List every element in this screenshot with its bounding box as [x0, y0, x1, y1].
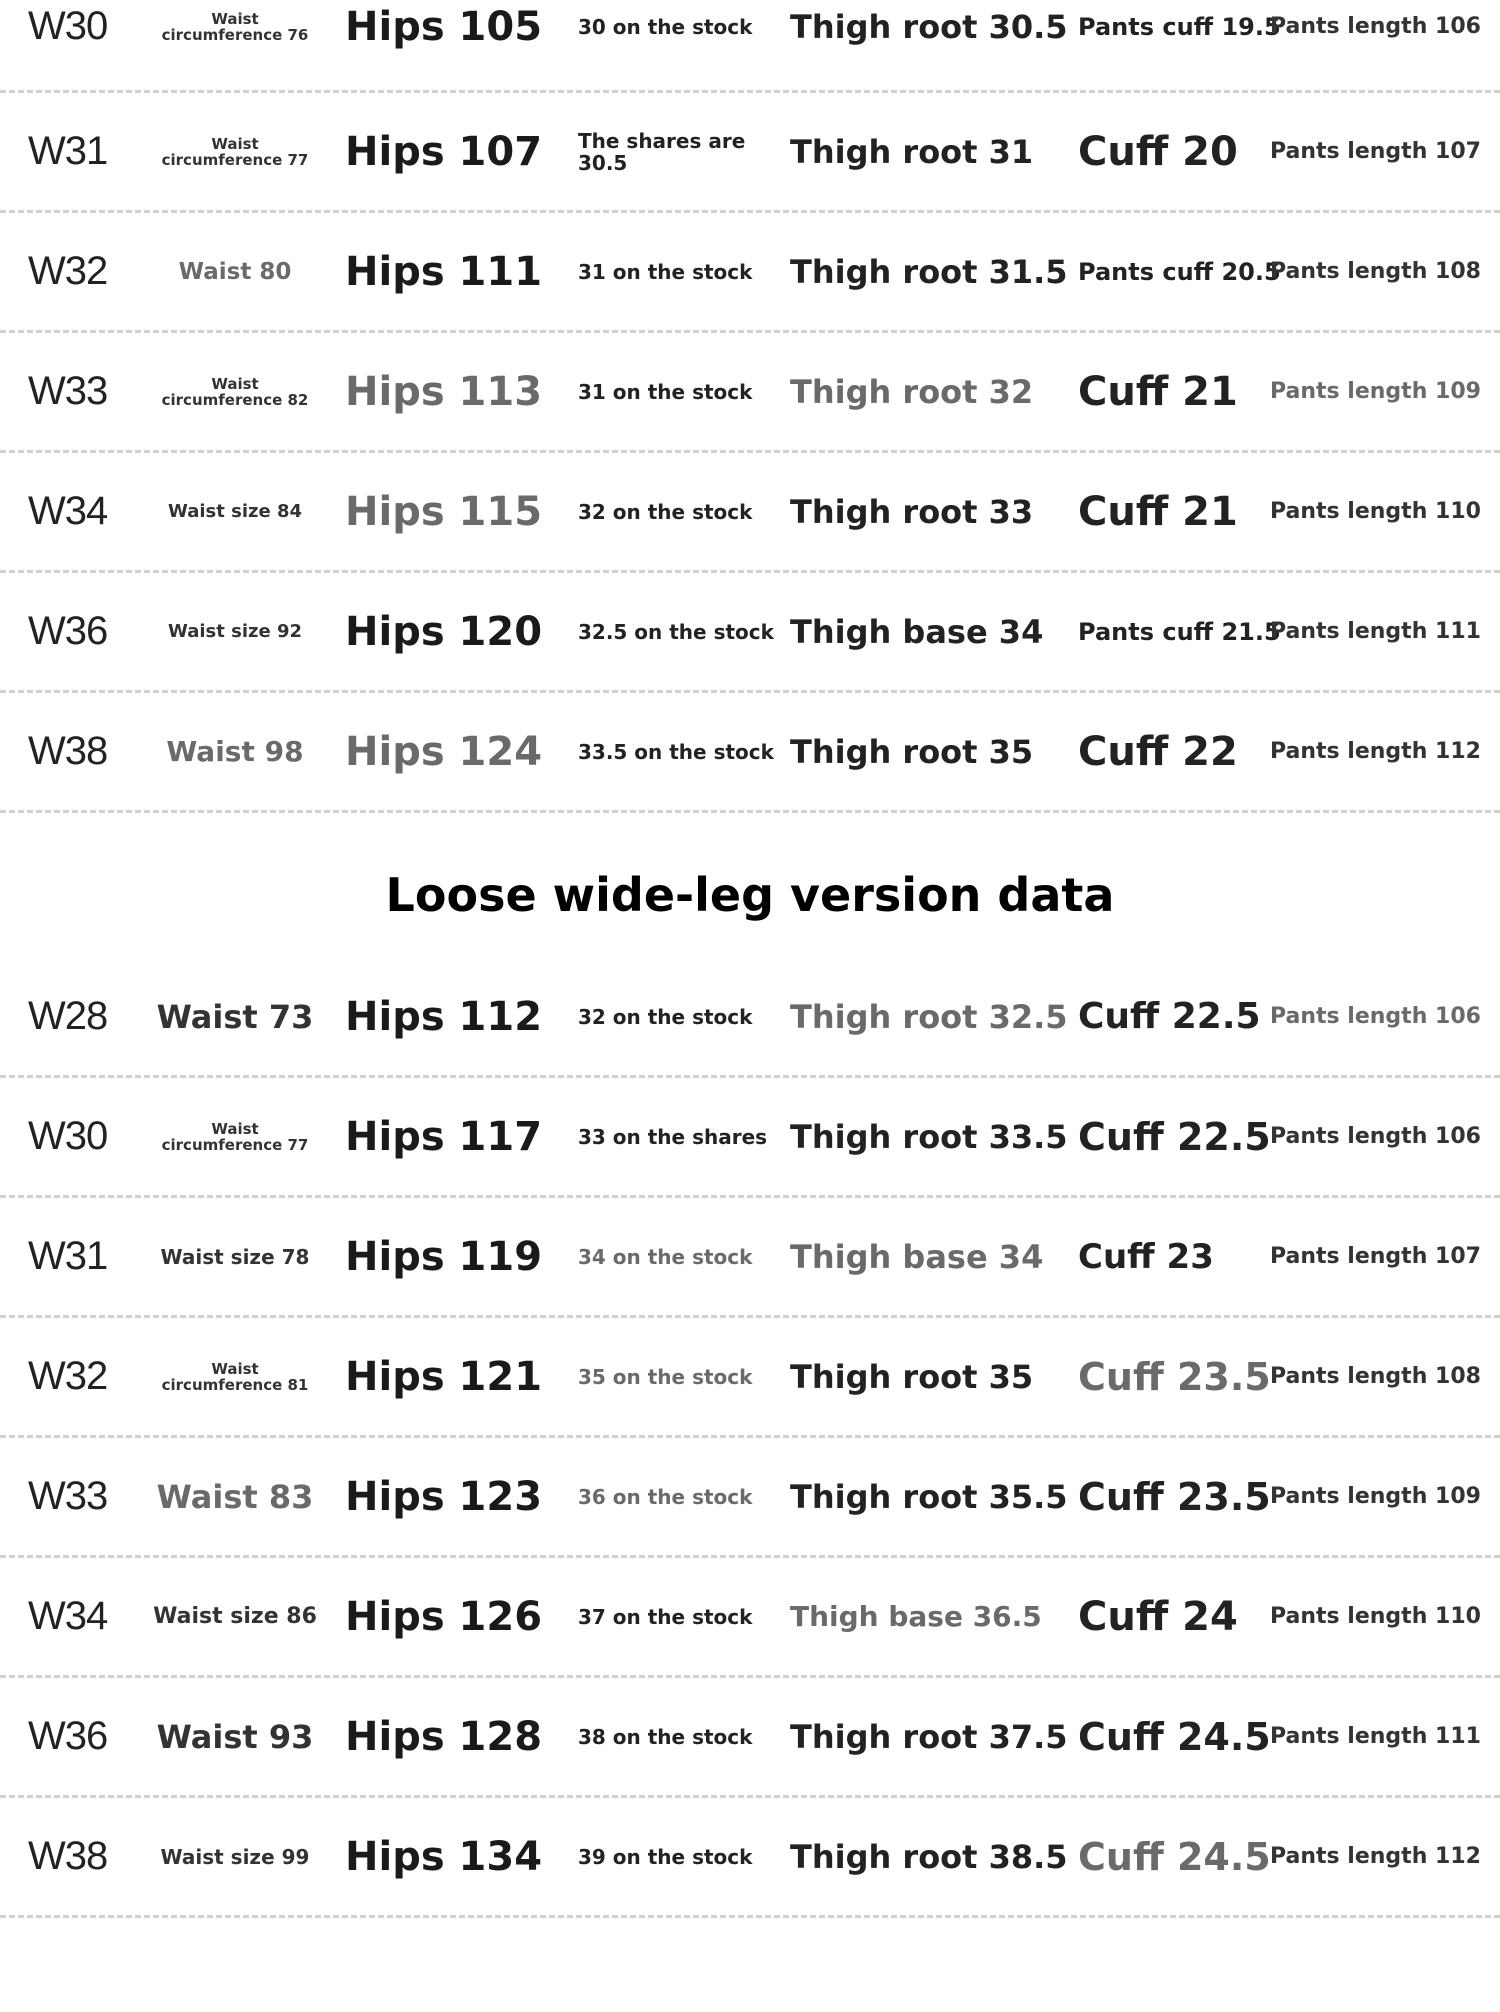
- waist-value: Waist circumference 76: [161, 9, 309, 44]
- hips-value: Hips 124: [345, 728, 543, 775]
- length-value: Pants length 108: [1270, 1364, 1481, 1389]
- size-label: W33: [28, 369, 108, 413]
- table-row: [0, 0, 1500, 93]
- size-label: W36: [28, 1714, 108, 1758]
- thigh-value: Thigh root 31: [790, 132, 1034, 171]
- stock-value: 32.5 on the stock: [578, 619, 774, 644]
- waist-value: Waist 93: [156, 1717, 314, 1756]
- waist-value: Waist 98: [166, 735, 304, 768]
- table-row: [0, 1318, 1500, 1438]
- cuff-value: Cuff 21: [1078, 368, 1238, 415]
- length-value: Pants length 111: [1270, 619, 1481, 644]
- stock-value: 30 on the stock: [578, 14, 753, 39]
- size-label: W31: [28, 129, 108, 173]
- size-table-regular: [0, 0, 1500, 813]
- table-row: [0, 1678, 1500, 1798]
- length-value: Pants length 107: [1270, 139, 1481, 164]
- thigh-value: Thigh root 33: [790, 492, 1034, 531]
- size-label: W33: [28, 1474, 108, 1518]
- stock-value: 33 on the shares: [578, 1124, 768, 1149]
- section-title: Loose wide-leg version data: [385, 868, 1115, 922]
- waist-value: Waist circumference 77: [161, 134, 309, 169]
- size-label: W32: [28, 1354, 108, 1398]
- hips-value: Hips 120: [345, 608, 543, 655]
- length-value: Pants length 107: [1270, 1244, 1481, 1269]
- waist-value: Waist size 78: [160, 1244, 310, 1269]
- size-label: W38: [28, 1834, 108, 1878]
- waist-value: Waist circumference 82: [161, 374, 309, 409]
- waist-value: Waist circumference 77: [161, 1119, 309, 1154]
- size-label: W34: [28, 489, 108, 533]
- stock-value: 35 on the stock: [578, 1364, 753, 1389]
- length-value: Pants length 106: [1270, 1004, 1481, 1029]
- thigh-value: Thigh root 35: [790, 1357, 1034, 1396]
- size-label: W28: [28, 994, 108, 1038]
- table-row: [0, 573, 1500, 693]
- stock-value: 39 on the stock: [578, 1844, 753, 1869]
- table-row: [0, 693, 1500, 813]
- size-table-loose: [0, 958, 1500, 1918]
- hips-value: Hips 113: [345, 368, 543, 415]
- stock-value: 34 on the stock: [578, 1244, 753, 1269]
- table-row: [0, 1198, 1500, 1318]
- cuff-value: Cuff 22: [1078, 728, 1238, 775]
- cuff-value: Cuff 23.5: [1078, 1354, 1271, 1399]
- thigh-value: Thigh root 31.5: [790, 252, 1068, 291]
- size-label: W36: [28, 609, 108, 653]
- thigh-value: Thigh root 35: [790, 732, 1034, 771]
- size-label: W38: [28, 729, 108, 773]
- table-row: [0, 213, 1500, 333]
- waist-value: Waist size 99: [160, 1844, 310, 1869]
- size-label: W32: [28, 249, 108, 293]
- hips-value: Hips 115: [345, 488, 543, 535]
- thigh-value: Thigh root 35.5: [790, 1477, 1068, 1516]
- cuff-value: Cuff 22.5: [1078, 996, 1261, 1037]
- length-value: Pants length 111: [1270, 1724, 1481, 1749]
- stock-value: 38 on the stock: [578, 1724, 753, 1749]
- cuff-value: Pants cuff 19.5: [1078, 12, 1281, 41]
- hips-value: Hips 111: [345, 248, 543, 295]
- thigh-value: Thigh root 32: [790, 372, 1034, 411]
- stock-value: 36 on the stock: [578, 1484, 753, 1509]
- length-value: Pants length 112: [1270, 739, 1481, 764]
- table-row: [0, 1078, 1500, 1198]
- length-value: Pants length 106: [1270, 1124, 1481, 1149]
- stock-value: The shares are 30.5: [578, 128, 746, 175]
- waist-value: Waist size 84: [168, 501, 302, 522]
- length-value: Pants length 109: [1270, 379, 1481, 404]
- stock-value: 32 on the stock: [578, 1004, 753, 1029]
- cuff-value: Cuff 23: [1078, 1236, 1214, 1277]
- size-label: W30: [28, 4, 108, 48]
- cuff-value: Pants cuff 20.5: [1078, 257, 1281, 286]
- cuff-value: Cuff 24.5: [1078, 1834, 1271, 1879]
- thigh-value: Thigh root 32.5: [790, 997, 1068, 1036]
- hips-value: Hips 119: [345, 1233, 543, 1280]
- cuff-value: Cuff 23.5: [1078, 1474, 1271, 1519]
- hips-value: Hips 134: [345, 1833, 543, 1880]
- table-row: [0, 1558, 1500, 1678]
- table-row: [0, 93, 1500, 213]
- thigh-value: Thigh root 33.5: [790, 1117, 1068, 1156]
- thigh-value: Thigh base 36.5: [790, 1600, 1042, 1633]
- hips-value: Hips 107: [345, 128, 543, 175]
- table-row: [0, 453, 1500, 573]
- cuff-value: Cuff 21: [1078, 488, 1238, 535]
- thigh-value: Thigh root 38.5: [790, 1837, 1068, 1876]
- length-value: Pants length 108: [1270, 259, 1481, 284]
- hips-value: Hips 121: [345, 1353, 543, 1400]
- thigh-value: Thigh root 30.5: [790, 7, 1068, 46]
- stock-value: 33.5 on the stock: [578, 739, 774, 764]
- thigh-value: Thigh base 34: [790, 612, 1044, 651]
- table-row: [0, 1438, 1500, 1558]
- hips-value: Hips 126: [345, 1593, 543, 1640]
- waist-value: Waist size 92: [168, 621, 302, 642]
- stock-value: 32 on the stock: [578, 499, 753, 524]
- hips-value: Hips 112: [345, 993, 543, 1040]
- length-value: Pants length 110: [1270, 1604, 1481, 1629]
- thigh-value: Thigh base 34: [790, 1237, 1044, 1276]
- stock-value: 37 on the stock: [578, 1604, 753, 1629]
- cuff-value: Cuff 22.5: [1078, 1114, 1271, 1159]
- stock-value: 31 on the stock: [578, 379, 753, 404]
- size-label: W31: [28, 1234, 108, 1278]
- cuff-value: Pants cuff 21.5: [1078, 617, 1281, 646]
- size-label: W30: [28, 1114, 108, 1158]
- hips-value: Hips 105: [345, 3, 543, 50]
- length-value: Pants length 106: [1270, 14, 1481, 39]
- table-row: [0, 333, 1500, 453]
- hips-value: Hips 123: [345, 1473, 543, 1520]
- waist-value: Waist 80: [178, 258, 292, 285]
- cuff-value: Cuff 20: [1078, 128, 1238, 175]
- table-row: [0, 1798, 1500, 1918]
- waist-value: Waist 83: [156, 1477, 314, 1516]
- length-value: Pants length 112: [1270, 1844, 1481, 1869]
- size-label: W34: [28, 1594, 108, 1638]
- cuff-value: Cuff 24: [1078, 1593, 1238, 1640]
- waist-value: Waist size 86: [153, 1604, 317, 1629]
- hips-value: Hips 117: [345, 1113, 543, 1160]
- table-row: [0, 958, 1500, 1078]
- waist-value: Waist 73: [156, 997, 314, 1036]
- cuff-value: Cuff 24.5: [1078, 1714, 1271, 1759]
- waist-value: Waist circumference 81: [161, 1359, 309, 1394]
- hips-value: Hips 128: [345, 1713, 543, 1760]
- length-value: Pants length 110: [1270, 499, 1481, 524]
- stock-value: 31 on the stock: [578, 259, 753, 284]
- thigh-value: Thigh root 37.5: [790, 1717, 1068, 1756]
- length-value: Pants length 109: [1270, 1484, 1481, 1509]
